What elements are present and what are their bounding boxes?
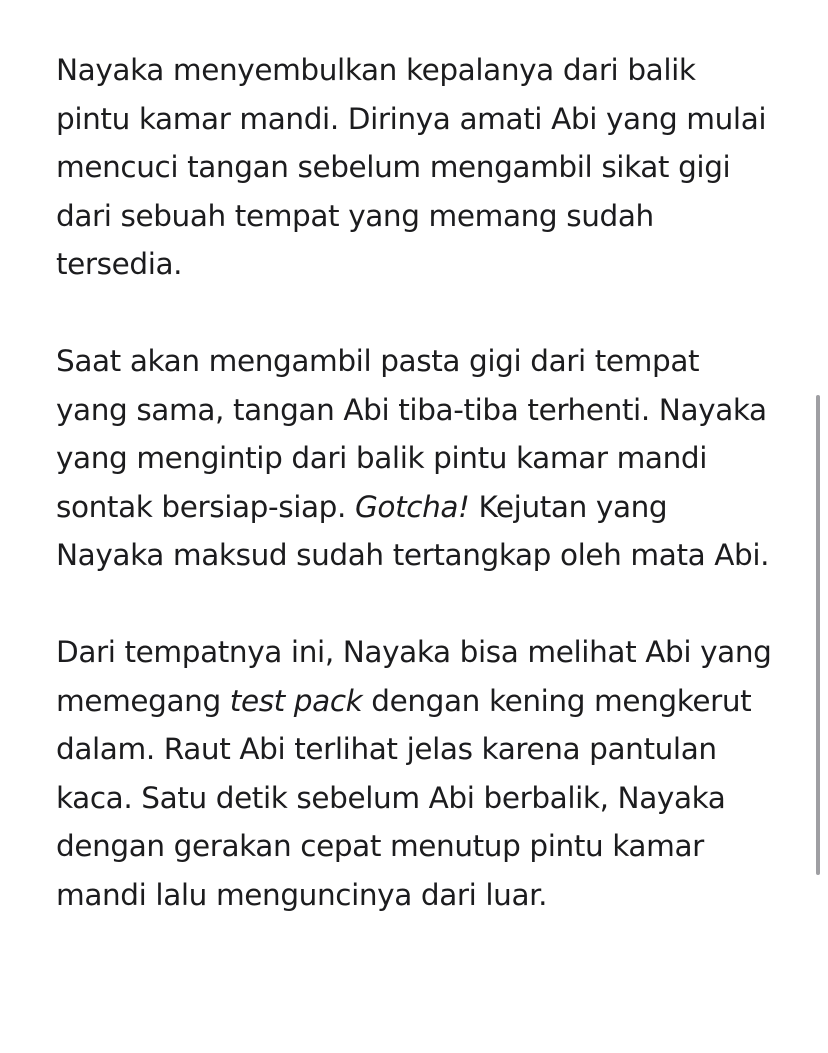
paragraph-1-text: Nayaka menyembulkan kepalanya dari balik pintu kamar mandi. Dirinya amati Abi yang mulai mencuci tangan sebelum mengambil sikat gigi dari sebuah tempat yang memang sudah tersedia. [56,53,767,282]
paragraph-2-italic-gotcha: Gotcha! [354,489,470,524]
paragraph-3-text-end: dengan kening mengkerut dalam. Raut Abi terlihat jelas karena pantulan kaca. Satu detik sebelum Abi berbalik, Nayaka dengan gerakan cepat menutup pintu kamar mandi lalu menguncinya dari luar. [56,683,752,912]
paragraph-3 [56,628,776,920]
paragraph-3-text-start: Dari tempatnya ini, Nayaka bisa melihat Abi yang memegang [56,634,772,718]
vertical-scrollbar[interactable] [816,395,820,875]
paragraph-2-text-start: Saat akan mengambil pasta gigi dari tempat yang sama, tangan Abi tiba-tiba terhenti. Nayaka yang mengintip dari balik pintu kamar mandi sontak bersiap-siap. [56,343,767,524]
paragraph-2 [56,337,776,580]
story-text [56,46,776,920]
paragraph-3-italic-test-pack: test pack [229,683,363,718]
paragraph-2-text-end: Kejutan yang Nayaka maksud sudah tertangkap oleh mata Abi. [56,489,770,573]
paragraph-1 [56,46,776,289]
